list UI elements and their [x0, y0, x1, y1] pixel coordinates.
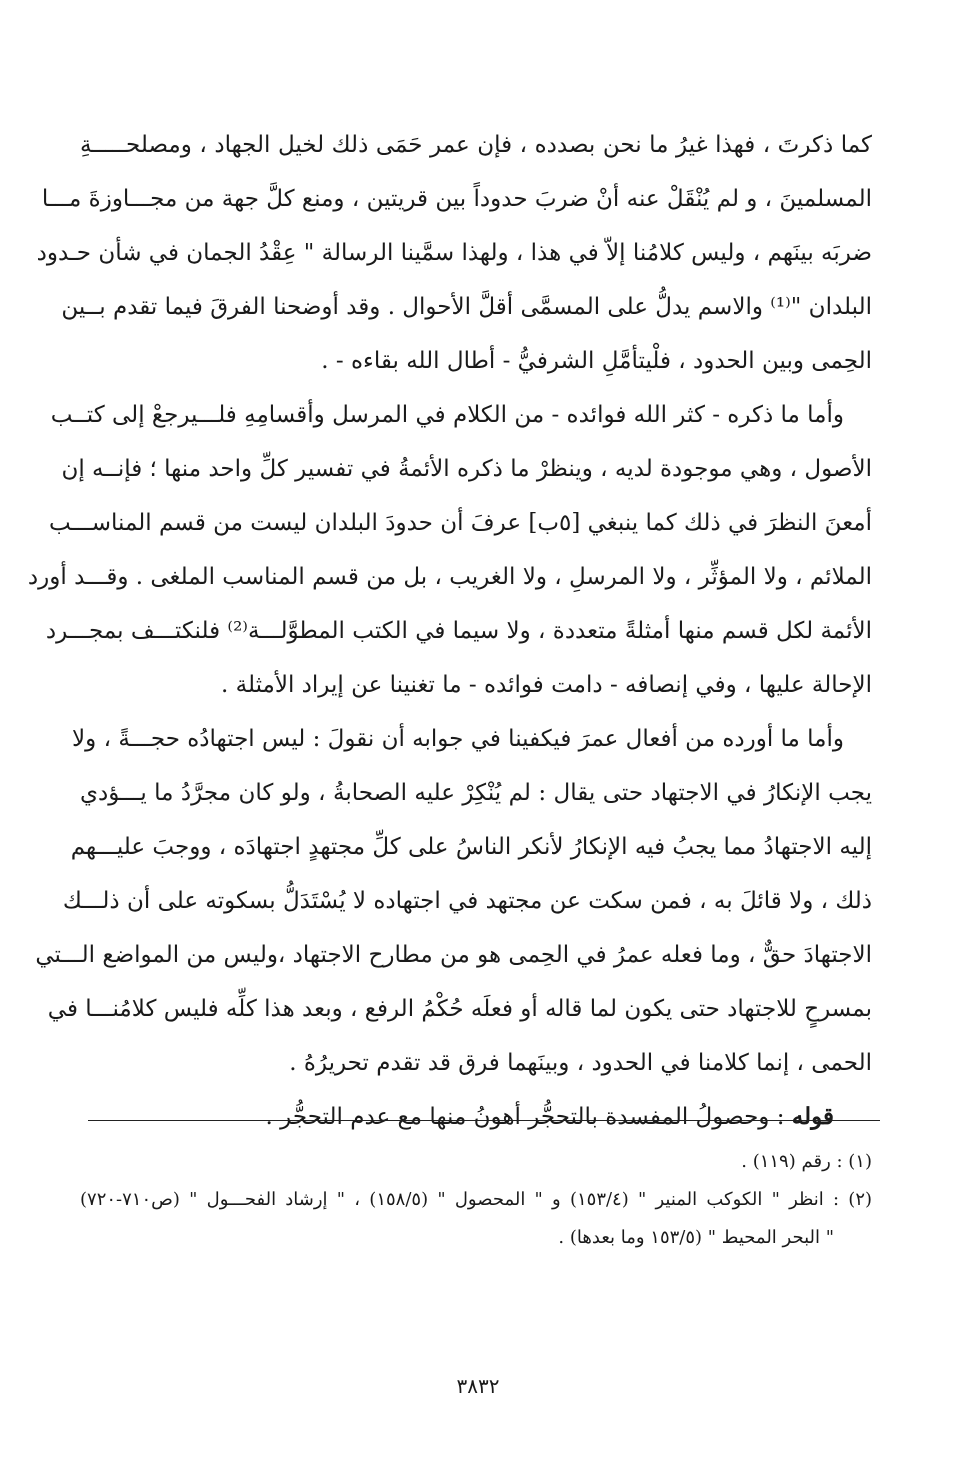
text-line-5: الحِمى وبين الحدود ، فلْيتأمَّلِ الشرفيُّ - أطال الله بقاءه - . — [321, 348, 872, 374]
footnote-1: (١) : رقم (١١٩) . — [741, 1151, 872, 1172]
text-line-16: الاجتهادَ حقٌّ ، وما فعله عمرُ في الحِمى هو من مطارح الاجتهاد ،وليس من المواضع الـــتي — [35, 942, 872, 968]
text-line-4: البلدان "⁽¹⁾ والاسم يدلُّ على المسمَّى أقلَّ الأحوال . وقد أوضحنا الفرقَ فيما تقدم بــين — [61, 294, 872, 320]
qawluh-line — [80, 1090, 872, 1144]
text-line-8: أمعنَ النظرَ في ذلك كما ينبغي [٥ب] عرفَ أن حدودَ البلدان ليست من قسم المناســـب — [48, 510, 872, 536]
text-line-15: ذلك ، ولا قائلَ به ، فمن سكت عن مجتهد في اجتهاده لا يُسْتَدَلُّ بسكوته على أن ذلـــك — [62, 888, 872, 914]
text-line-11: الإحالة عليها ، وفي إنصافه - دامت فوائده - ما تغنينا عن إيراد الأمثلة . — [221, 672, 872, 698]
footnotes-section — [80, 1143, 872, 1257]
footnote-2: (٢) : انظر " الكوكب المنير " (١٥٣/٤) و " المحصول " (١٥٨/٥) ، " إرشاد الفحـــول " (ص٧١٠-٧٢٠) — [80, 1189, 873, 1210]
text-line-18: الحمى ، إنما كلامنا في الحدود ، وبينَهما فرق قد تقدم تحريرُهُ . — [289, 1050, 872, 1076]
text-line-1: كما ذكرتَ ، فهذا غيرُ ما نحن بصدده ، فإن عمر حَمَى ذلك لخيل الجهاد ، ومصلحـــــةِ — [80, 132, 872, 158]
footnote-2-continuation: " البحر المحيط " (١٥٣/٥ وما بعدها) . — [558, 1227, 834, 1248]
main-text-body — [27, 118, 872, 1144]
qawluh-label: قوله — [791, 1103, 834, 1130]
text-line-13: يجب الإنكارُ في الاجتهاد حتى يقال : لم يُنْكِرْ عليه الصحابةُ ، ولو كان مجرَّدُ ما يـــؤدي — [80, 780, 872, 806]
text-line-2: المسلمينَ ، و لم يُنْقَلْ عنه أنْ ضربَ حدوداً بين قريتين ، ومنع كلَّ جهة من مجـــاوزةَ مـــا — [41, 186, 872, 212]
footnote-divider — [88, 1120, 880, 1121]
text-line-14: إليه الاجتهادُ مما يجبُ فيه الإنكارُ لأنكر الناسُ على كلِّ مجتهدٍ اجتهادَه ، ووجبَ عليـــهم — [70, 834, 872, 860]
text-line-3: ضربَه بينَهم ، وليس كلامُنا إلاّ في هذا ، ولهذا سمَّينا الرسالة " عِقْدُ الجمان في شأن حـدود — [36, 240, 872, 266]
page-number: ٣٨٣٢ — [456, 1374, 500, 1398]
text-line-17: بمسرحٍ للاجتهاد حتى يكون لما قاله أو فعلَه حُكْمُ الرفع ، وبعد هذا كلِّه فليس كلامُنـــا في — [47, 996, 872, 1022]
qawluh-text: : وحصولُ المفسدة بالتحجُّر أهونُ منها مع عدم التحجُّر . — [265, 1104, 792, 1130]
text-line-12: وأما ما أورده من أفعال عمرَ فيكفينا في جوابه أن نقولَ : ليس اجتهادُه حجـــةً ، ولا — [72, 726, 844, 752]
text-line-7: الأصول ، وهي موجودة لديه ، وينظرْ ما ذكره الأئمةُ في تفسير كلِّ واحد منها ؛ فإنــه إن — [61, 456, 872, 482]
text-line-9: الملائم ، ولا المؤثِّر ، ولا المرسلِ ، ولا الغريب ، بل من قسم المناسب الملغى . وقـــد أورد — [27, 564, 872, 590]
text-line-6: وأما ما ذكره - كثر الله فوائده - من الكلام في المرسل وأقسامِهِ فلـــيرجعْ إلى كتــب — [50, 402, 844, 428]
text-line-10: الأئمة لكل قسم منها أمثلةً متعددة ، ولا سيما في الكتب المطوَّلـــة⁽²⁾ فلنكتـــف بمجـــرد — [45, 618, 872, 644]
